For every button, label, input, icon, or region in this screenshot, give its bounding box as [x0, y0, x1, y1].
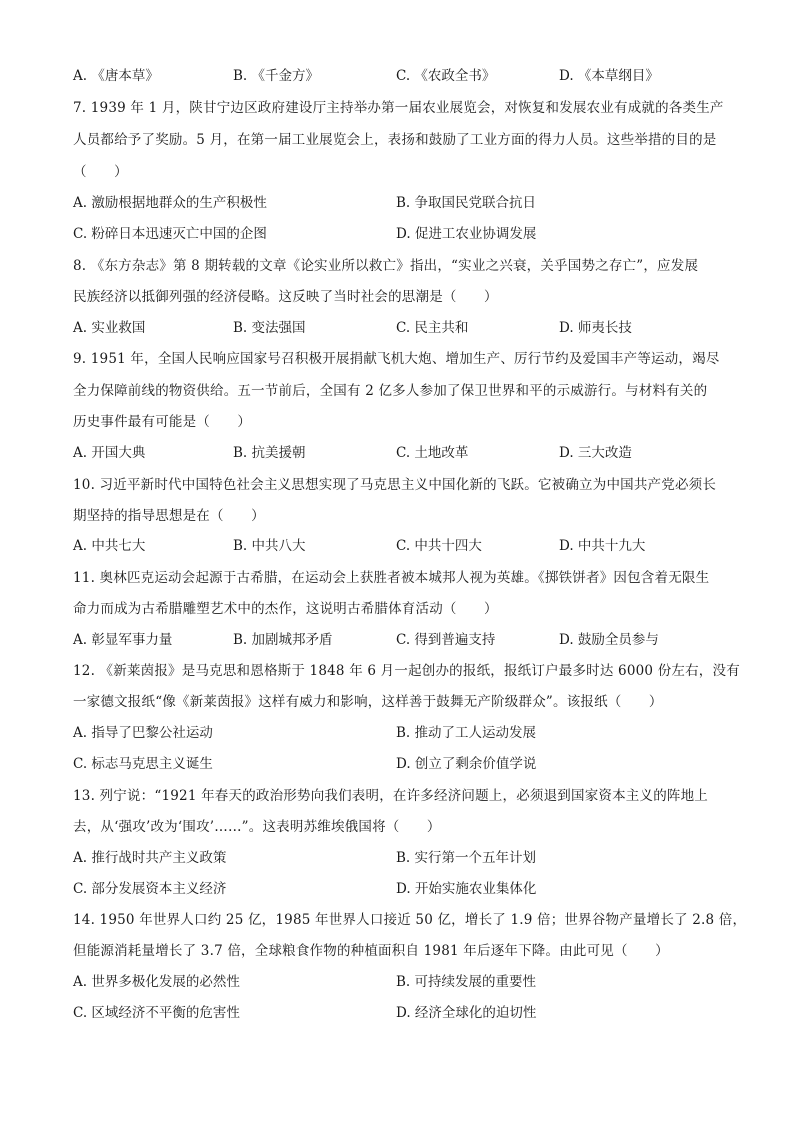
- q8-option-b[interactable]: B. 变法强国: [233, 320, 306, 336]
- q12-option-b[interactable]: B. 推动了工人运动发展: [396, 725, 537, 741]
- q8-stem-line-1: 8. 《东方杂志》第 8 期转载的文章《论实业所以救亡》指出，“实业之兴衰，关乎国势之存亡”，应发展: [73, 258, 699, 274]
- q10-option-c[interactable]: C. 中共十四大: [396, 538, 482, 554]
- q8-option-c[interactable]: C. 民主共和: [396, 320, 469, 336]
- q11-option-b[interactable]: B. 加剧城邦矛盾: [233, 632, 333, 648]
- q12-option-c[interactable]: C. 标志马克思主义诞生: [73, 756, 213, 772]
- q9-option-a[interactable]: A. 开国大典: [73, 445, 146, 461]
- q7-stem-line-3: （ ）: [73, 164, 128, 180]
- q6-option-b[interactable]: B. 《千金方》: [233, 68, 320, 84]
- q12-option-a[interactable]: A. 指导了巴黎公社运动: [73, 725, 213, 741]
- q8-stem-line-2: 民族经济以抵御列强的经济侵略。这反映了当时社会的思潮是（ ）: [73, 289, 498, 305]
- q7-option-a[interactable]: A. 激励根据地群众的生产积极性: [73, 195, 267, 211]
- q7-stem-line-1: 7. 1939 年 1 月，陕甘宁边区政府建设厅主持举办第一届农业展览会，对恢复和发展农业有成就的各类生产: [73, 100, 724, 116]
- q11-stem-line-2: 命力而成为古希腊雕塑艺术中的杰作，这说明古希腊体育活动（ ）: [73, 601, 498, 617]
- q9-option-b[interactable]: B. 抗美援朝: [233, 445, 306, 461]
- q14-stem-line-2: 但能源消耗量增长了 3.7 倍，全球粮食作物的种植面积自 1981 年后逐年下降。由此可见（ ）: [73, 943, 669, 959]
- q7-option-d[interactable]: D. 促进工农业协调发展: [396, 226, 537, 242]
- q12-stem-line-2: 一家德文报纸“像《新莱茵报》这样有威力和影响，这样善于鼓舞无产阶级群众”。该报纸（ ）: [73, 694, 663, 710]
- q12-stem-line-1: 12. 《新莱茵报》是马克思和恩格斯于 1848 年 6 月一起创办的报纸，报纸订户最多时达 6000 份左右，没有: [73, 663, 740, 679]
- q11-option-c[interactable]: C. 得到普遍支持: [396, 632, 496, 648]
- q13-option-c[interactable]: C. 部分发展资本主义经济: [73, 881, 227, 897]
- q10-stem-line-2: 期坚持的指导思想是在（ ）: [73, 508, 265, 524]
- q9-stem-line-3: 历史事件最有可能是（ ）: [73, 414, 252, 430]
- q8-option-a[interactable]: A. 实业救国: [73, 320, 146, 336]
- q7-stem-line-2: 人员都给予了奖励。5 月，在第一届工业展览会上，表扬和鼓励了工业方面的得力人员。这些举措的目的是: [73, 132, 717, 148]
- q14-stem-line-1: 14. 1950 年世界人口约 25 亿，1985 年世界人口接近 50 亿，增长了 1.9 倍；世界谷物产量增长了 2.8 倍，: [73, 912, 747, 928]
- q8-option-d[interactable]: D. 师夷长技: [559, 320, 632, 336]
- q12-option-d[interactable]: D. 创立了剩余价值学说: [396, 756, 537, 772]
- q13-option-d[interactable]: D. 开始实施农业集体化: [396, 881, 537, 897]
- q6-option-d[interactable]: D. 《本草纲目》: [559, 68, 659, 84]
- q13-stem-line-2: 去，从‘强攻’改为‘围攻’……”。这表明苏维埃俄国将（ ）: [73, 819, 441, 835]
- q9-option-c[interactable]: C. 土地改革: [396, 445, 469, 461]
- q10-option-d[interactable]: D. 中共十九大: [559, 538, 646, 554]
- q10-option-b[interactable]: B. 中共八大: [233, 538, 306, 554]
- q7-option-c[interactable]: C. 粉碎日本迅速灭亡中国的企图: [73, 226, 267, 242]
- q13-stem-line-1: 13. 列宁说：“1921 年春天的政治形势向我们表明，在许多经济问题上，必须退到国家资本主义的阵地上: [73, 788, 709, 804]
- q13-option-b[interactable]: B. 实行第一个五年计划: [396, 850, 537, 866]
- q13-option-a[interactable]: A. 推行战时共产主义政策: [73, 850, 227, 866]
- q6-option-a[interactable]: A. 《唐本草》: [73, 68, 159, 84]
- q7-option-b[interactable]: B. 争取国民党联合抗日: [396, 195, 537, 211]
- q9-option-d[interactable]: D. 三大改造: [559, 445, 632, 461]
- q10-stem-line-1: 10. 习近平新时代中国特色社会主义思想实现了马克思主义中国化新的飞跃。它被确立为中国共产党必须长: [73, 477, 717, 493]
- q14-option-d[interactable]: D. 经济全球化的迫切性: [396, 1005, 537, 1021]
- q10-option-a[interactable]: A. 中共七大: [73, 538, 146, 554]
- q9-stem-line-1: 9. 1951 年，全国人民响应国家号召积极开展捐献飞机大炮、增加生产、厉行节约及爱国丰产等运动，竭尽: [73, 351, 720, 367]
- q9-stem-line-2: 全力保障前线的物资供给。五一节前后，全国有 2 亿多人参加了保卫世界和平的示威游行。与材料有关的: [73, 383, 708, 399]
- q11-stem-line-1: 11. 奥林匹克运动会起源于古希腊，在运动会上获胜者被本城邦人视为英雄。《掷铁饼者》因包含着无限生: [73, 570, 710, 586]
- q14-option-b[interactable]: B. 可持续发展的重要性: [396, 974, 537, 990]
- q6-option-c[interactable]: C. 《农政全书》: [396, 68, 496, 84]
- q11-option-a[interactable]: A. 彰显军事力量: [73, 632, 173, 648]
- q14-option-a[interactable]: A. 世界多极化发展的必然性: [73, 974, 240, 990]
- q14-option-c[interactable]: C. 区域经济不平衡的危害性: [73, 1005, 240, 1021]
- q11-option-d[interactable]: D. 鼓励全员参与: [559, 632, 659, 648]
